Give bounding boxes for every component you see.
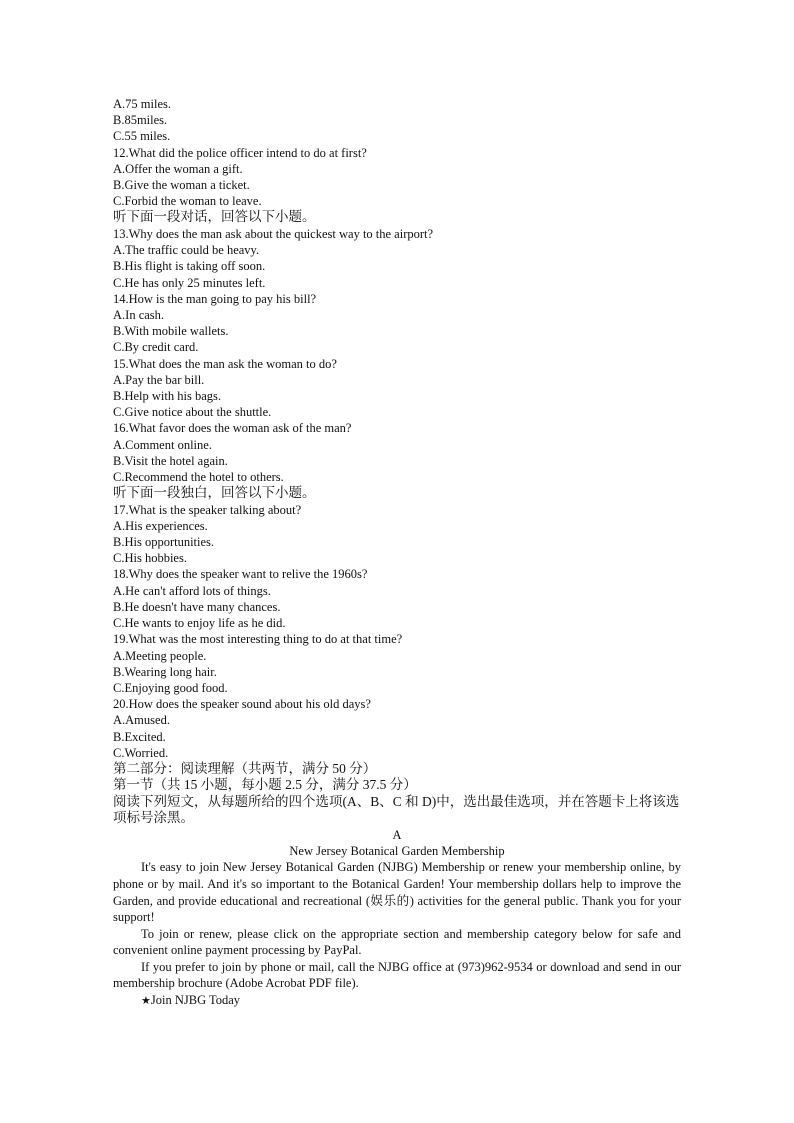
- question-lines-low: [113, 502, 681, 761]
- passage-title: New Jersey Botanical Garden Membership: [289, 844, 505, 859]
- question-line: A.Meeting people.: [113, 648, 207, 663]
- section1-title: 第一节（共 15 小题，每小题 2.5 分，满分 37.5 分）: [113, 777, 417, 793]
- question-line: C.By credit card.: [113, 340, 199, 355]
- question-line: 19.What was the most interesting thing to do at that time?: [113, 632, 403, 647]
- question-line: C.His hobbies.: [113, 551, 187, 566]
- question-line: B.Help with his bags.: [113, 388, 221, 403]
- question-line: B.His opportunities.: [113, 535, 215, 550]
- question-line: 20.How does the speaker sound about his old days?: [113, 697, 371, 712]
- question-line: A.Comment online.: [113, 437, 212, 452]
- question-line: C.Give notice about the shuttle.: [113, 405, 272, 420]
- question-line: 16.What favor does the woman ask of the man?: [113, 421, 352, 436]
- passage-paragraph: If you prefer to join by phone or mail, call the NJBG office at (973)962-9534 or download and send in our membership brochure (Adobe Acrobat PDF file).: [113, 959, 681, 991]
- question-line: 17.What is the speaker talking about?: [113, 502, 302, 517]
- question-line: B.He doesn't have many chances.: [113, 599, 281, 614]
- section-heading-monologue: 听下面一段独白，回答以下小题。: [113, 485, 316, 501]
- question-line: C.55 miles.: [113, 129, 171, 144]
- passage-paragraph: It's easy to join New Jersey Botanical Garden (NJBG) Membership or renew your membership online, by phone or by mail. And it's so important to the Botanical Garden! Your membership dollars help to improve the Garden, and provide educational and recreational (娱乐的) activities for the general public. Thank you for your support!: [113, 860, 681, 925]
- passage-letter: A: [392, 827, 402, 842]
- question-line: 18.Why does the speaker want to relive the 1960s?: [113, 567, 368, 582]
- question-line: A.Pay the bar bill.: [113, 372, 205, 387]
- passage-body: [113, 859, 681, 992]
- question-line: B.Give the woman a ticket.: [113, 178, 250, 193]
- question-line: 14.How is the man going to pay his bill?: [113, 291, 317, 306]
- question-line: A.75 miles.: [113, 97, 171, 111]
- question-line: A.The traffic could be heavy.: [113, 243, 260, 258]
- question-line: C.Worried.: [113, 745, 169, 760]
- question-line: B.Visit the hotel again.: [113, 453, 228, 468]
- question-line: A.Offer the woman a gift.: [113, 161, 243, 176]
- question-line: A.He can't afford lots of things.: [113, 583, 271, 598]
- question-line: C.Enjoying good food.: [113, 680, 228, 695]
- question-line: A.Amused.: [113, 713, 170, 728]
- reading-instructions: 阅读下列短文，从每题所给的四个选项(A、B、C 和 D)中，选出最佳选项，并在答题卡上将该选项标号涂黑。: [113, 793, 680, 826]
- passage-paragraph: To join or renew, please click on the appropriate section and membership category below for safe and convenient online payment processing by PayPal.: [113, 926, 681, 958]
- section-heading-dialog: 听下面一段对话，回答以下小题。: [113, 209, 316, 225]
- join-link-line: [113, 992, 681, 1009]
- question-line: C.Recommend the hotel to others.: [113, 469, 284, 484]
- question-line: 12.What did the police officer intend to do at first?: [113, 145, 367, 160]
- star-icon: ★: [141, 994, 151, 1008]
- part2-title: 第二部分：阅读理解（共两节，满分 50 分）: [113, 760, 377, 776]
- join-text: Join NJBG Today: [150, 993, 241, 1008]
- question-lines-mid: [113, 226, 681, 485]
- question-lines-top: [113, 96, 681, 209]
- question-line: B.His flight is taking off soon.: [113, 259, 266, 274]
- question-line: C.He has only 25 minutes left.: [113, 275, 266, 290]
- question-line: B.With mobile wallets.: [113, 324, 229, 339]
- question-line: B.85miles.: [113, 113, 168, 128]
- question-line: A.His experiences.: [113, 518, 208, 533]
- document-page: [113, 96, 681, 1009]
- question-line: A.In cash.: [113, 307, 165, 322]
- question-line: B.Wearing long hair.: [113, 664, 217, 679]
- question-line: C.Forbid the woman to leave.: [113, 194, 262, 209]
- question-line: C.He wants to enjoy life as he did.: [113, 616, 286, 631]
- question-line: 13.Why does the man ask about the quickest way to the airport?: [113, 226, 434, 241]
- question-line: B.Excited.: [113, 729, 166, 744]
- question-line: 15.What does the man ask the woman to do?: [113, 356, 337, 371]
